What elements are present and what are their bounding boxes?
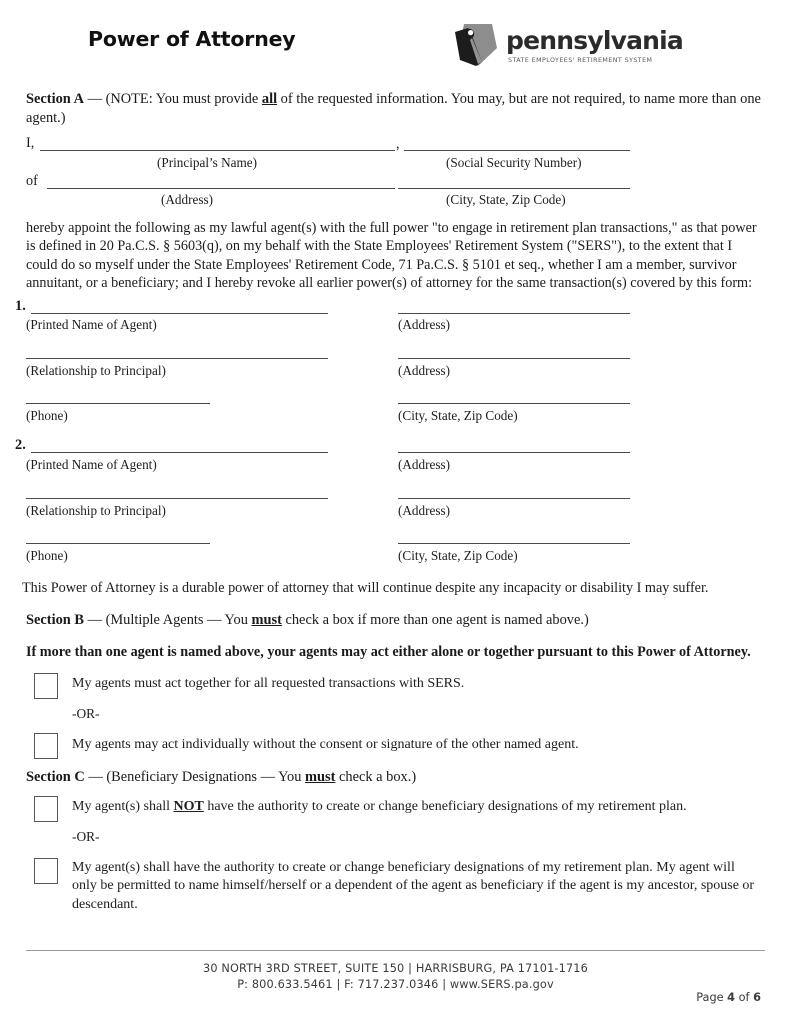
agent-2-city-state-zip-label: (City, State, Zip Code)	[398, 548, 518, 563]
principal-city-state-zip-label: (City, State, Zip Code)	[446, 192, 566, 207]
section-c-or-label: -OR-	[72, 829, 100, 844]
agent-1-address-2-label: (Address)	[398, 363, 451, 378]
agent-1-phone-input[interactable]	[26, 403, 210, 404]
section-b-dash: —	[83, 612, 106, 628]
checkbox-agents-act-together-label: My agents must act together for all requested transactions with SERS.	[72, 676, 465, 691]
section-c-heading	[26, 768, 766, 787]
section-c-head-post: check a box.)	[335, 769, 417, 785]
agent-2-relationship-label: (Relationship to Principal)	[26, 503, 166, 518]
agent-1-name-input[interactable]	[31, 313, 328, 314]
agent-1-relationship-label: (Relationship to Principal)	[26, 363, 166, 378]
pennsylvania-keystone-icon	[452, 18, 504, 70]
section-c-option-1-post: have the authority to create or change beneficiary designations of my retirement plan.	[203, 799, 687, 814]
agent-1-phone-label: (Phone)	[26, 408, 68, 423]
page-number-current: 4	[727, 991, 736, 1004]
agent-1-index: 1.	[15, 298, 26, 314]
footer-divider	[26, 950, 765, 951]
section-c-option-1-pre: My agent(s) shall	[72, 799, 174, 814]
agent-2-phone-label: (Phone)	[26, 548, 68, 563]
principal-address-input[interactable]	[47, 188, 395, 189]
pennsylvania-sers-logo	[452, 17, 683, 75]
section-a-heading	[26, 90, 766, 127]
footer-contact: P: 800.633.5461 | F: 717.237.0346 | www.SERS.pa.gov	[237, 978, 554, 991]
agent-2-address-1-input[interactable]	[398, 452, 630, 453]
section-a-note-post: of the requested information. You may, but are not required, to name more than one agent.)	[26, 91, 761, 126]
principal-name-input[interactable]	[40, 150, 395, 151]
agent-2-phone-input[interactable]	[26, 543, 210, 544]
section-c-label: Section C	[26, 769, 85, 785]
ssn-label: (Social Security Number)	[446, 155, 582, 170]
section-a-note-pre: (NOTE: You must provide	[105, 91, 262, 107]
section-b-bold-statement: If more than one agent is named above, your agents may act either alone or together pursuant to this Power of Attorney.	[26, 644, 751, 660]
section-b-or-label: -OR-	[72, 706, 100, 721]
page-number-mid: of	[735, 991, 754, 1004]
checkbox-agents-act-individually-label: My agents may act individually without the consent or signature of the other named agent.	[72, 737, 579, 752]
logo-subtitle: STATE EMPLOYEES' RETIREMENT SYSTEM	[508, 57, 653, 64]
agent-1-relationship-input[interactable]	[26, 358, 328, 359]
agent-2-address-2-label: (Address)	[398, 503, 451, 518]
page-title: Power of Attorney	[88, 27, 296, 51]
section-b-head-emphasis: must	[251, 612, 282, 628]
section-a-label: Section A	[26, 91, 84, 107]
appointment-paragraph: hereby appoint the following as my lawful agent(s) with the full power "to engage in retirement plan transactions," as that power is defined in 20 Pa.C.S. § 5603(q), on my behalf with the State Employees' Retirement System ("SERS"), to the extent that I could do so myself under the State Employees' Retirement Code, 71 Pa.C.S. § 5101 et seq., whether I am a member, survivor annuitant, or a beneficiary; and I hereby revoke all earlier power(s) of attorney for the same transaction(s) covered by this form:	[26, 220, 757, 291]
principal-name-label: (Principal’s Name)	[157, 155, 257, 170]
principal-i-prefix: I,	[26, 135, 35, 151]
page-number-total: 6	[753, 991, 761, 1004]
ssn-input[interactable]	[404, 150, 630, 151]
agent-1-city-state-zip-label: (City, State, Zip Code)	[398, 408, 518, 423]
agent-2-relationship-input[interactable]	[26, 498, 328, 499]
principal-of-prefix: of	[26, 173, 38, 189]
agent-2-address-2-input[interactable]	[398, 498, 630, 499]
footer-address: 30 NORTH 3RD STREET, SUITE 150 | HARRISBURG, PA 17101-1716	[203, 962, 588, 975]
agent-2-address-1-label: (Address)	[398, 457, 451, 472]
checkbox-agents-act-individually[interactable]	[34, 733, 58, 759]
agent-1-name-label: (Printed Name of Agent)	[26, 317, 157, 332]
agent-2-index: 2.	[15, 437, 26, 453]
logo-wordmark: pennsylvania	[506, 26, 683, 55]
agent-2-city-state-zip-input[interactable]	[398, 543, 630, 544]
agent-1-city-state-zip-input[interactable]	[398, 403, 630, 404]
section-b-heading	[26, 611, 766, 630]
page-number-prefix: Page	[696, 991, 728, 1004]
section-c-head-emphasis: must	[305, 769, 336, 785]
agent-1-address-1-input[interactable]	[398, 313, 630, 314]
section-c-head-pre: (Beneficiary Designations — You	[106, 769, 306, 785]
section-c-dash: —	[84, 769, 107, 785]
agent-2-name-label: (Printed Name of Agent)	[26, 457, 157, 472]
agent-1-address-2-input[interactable]	[398, 358, 630, 359]
principal-address-label: (Address)	[161, 192, 214, 207]
principal-comma: ,	[396, 136, 400, 152]
principal-city-state-zip-input[interactable]	[398, 188, 630, 189]
checkbox-no-beneficiary-authority[interactable]	[34, 796, 58, 822]
document-header	[0, 0, 791, 78]
agent-2-name-input[interactable]	[31, 452, 328, 453]
checkbox-has-beneficiary-authority[interactable]	[34, 858, 58, 884]
section-c-option-1-emphasis: NOT	[173, 799, 204, 814]
page-number	[696, 991, 761, 1004]
checkbox-agents-act-together[interactable]	[34, 673, 58, 699]
durable-power-statement: This Power of Attorney is a durable power of attorney that will continue despite any incapacity or disability I may suffer.	[22, 580, 709, 596]
section-a-note-emphasis: all	[261, 91, 278, 107]
section-a-dash: —	[83, 91, 106, 107]
agent-1-address-1-label: (Address)	[398, 317, 451, 332]
checkbox-has-beneficiary-authority-label: My agent(s) shall have the authority to create or change beneficiary designations of my retirement plan. My agent will only be permitted to name himself/herself or a dependent of the agent as beneficiary if the agent is my ancestor, spouse or descendant.	[72, 860, 755, 912]
section-b-head-post: check a box if more than one agent is named above.)	[281, 612, 589, 628]
section-b-label: Section B	[26, 612, 84, 628]
section-b-head-pre: (Multiple Agents — You	[105, 612, 252, 628]
checkbox-no-beneficiary-authority-label	[72, 798, 732, 816]
